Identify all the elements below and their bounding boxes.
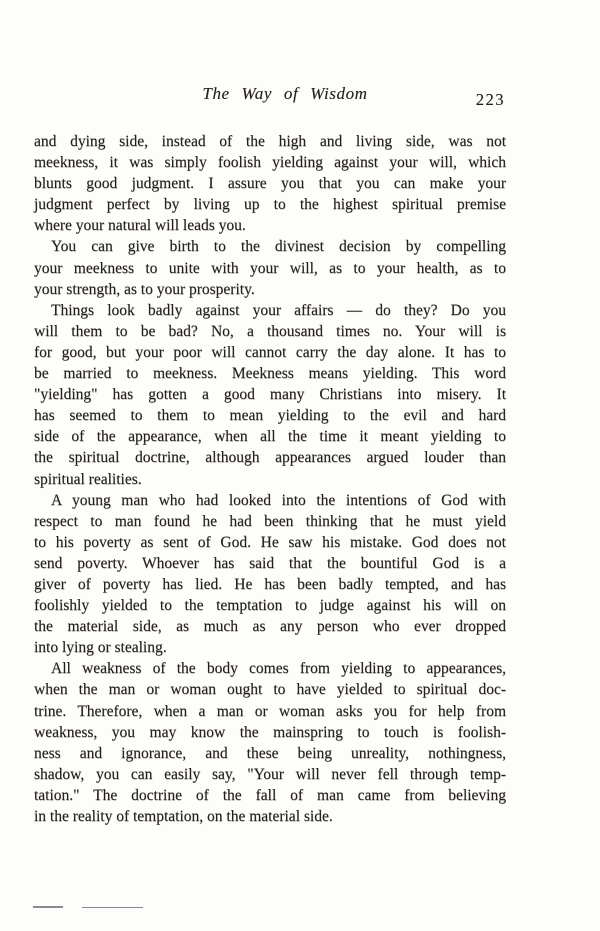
- text-line: giver of poverty has lied. He has been badly tempted, and has: [34, 575, 506, 593]
- text-line: All weakness of the body comes from yielding to appearances,: [51, 660, 506, 678]
- text-line: for good, but your poor will cannot carry the day alone. It has to: [34, 343, 506, 361]
- running-head-title: The Way of Wisdom: [202, 84, 368, 103]
- text-line: to his poverty as sent of God. He saw his mistake. God does not: [34, 533, 506, 551]
- text-line: in the reality of temptation, on the material side.: [34, 808, 333, 825]
- text-line: spiritual realities.: [34, 470, 142, 488]
- page-body: [34, 131, 506, 827]
- text-line: shadow, you can easily say, "Your will never fell through temp-: [34, 765, 506, 783]
- text-line: You can give birth to the divinest decision by compelling: [51, 238, 506, 256]
- text-line: blunts good judgment. I assure you that you can make your: [34, 175, 506, 193]
- text-line: your meekness to unite with your will, as to your health, as to: [34, 259, 506, 277]
- text-line: has seemed to them to mean yielding to the evil and hard: [34, 407, 506, 425]
- text-line: will them to be bad? No, a thousand times no. Your will is: [34, 322, 506, 340]
- text-line: A young man who had looked into the intentions of God with: [51, 491, 506, 509]
- text-line: your strength, as to your prosperity.: [34, 280, 255, 298]
- text-line: Things look badly against your affairs — do they? Do you: [51, 301, 506, 319]
- text-line: respect to man found he had been thinking that he must yield: [34, 512, 506, 530]
- text-line: weakness, you may know the mainspring to touch is foolish-: [34, 723, 506, 741]
- text-line: where your natural will leads you.: [34, 217, 246, 235]
- text-line: ness and ignorance, and these being unreality, nothingness,: [34, 744, 506, 762]
- scan-rule-short: [33, 906, 63, 908]
- text-line: when the man or woman ought to have yielded to spiritual doc-: [34, 681, 506, 699]
- text-line: meekness, it was simply foolish yielding against your will, which: [34, 154, 506, 172]
- text-line: and dying side, instead of the high and living side, was not: [34, 133, 506, 150]
- scan-rule-long: [82, 907, 143, 908]
- text-line: into lying or stealing.: [34, 639, 167, 657]
- text-line: side of the appearance, when all the time it meant yielding to: [34, 428, 506, 446]
- text-line: the spiritual doctrine, although appearances argued louder than: [34, 449, 506, 467]
- text-line: the material side, as much as any person who ever dropped: [34, 618, 506, 636]
- text-line: "yielding" has gotten a good many Christians into misery. It: [34, 386, 506, 404]
- text-line: tation." The doctrine of the fall of man came from believing: [34, 786, 506, 804]
- text-line: trine. Therefore, when a man or woman asks you for help from: [34, 702, 506, 720]
- page-number: 223: [475, 90, 505, 109]
- text-line: foolishly yielded to the temptation to judge against his will on: [34, 597, 506, 615]
- text-line: judgment perfect by living up to the highest spiritual premise: [34, 196, 506, 214]
- text-line: be married to meekness. Meekness means yielding. This word: [34, 365, 506, 383]
- text-line: send poverty. Whoever has said that the bountiful God is a: [34, 554, 506, 572]
